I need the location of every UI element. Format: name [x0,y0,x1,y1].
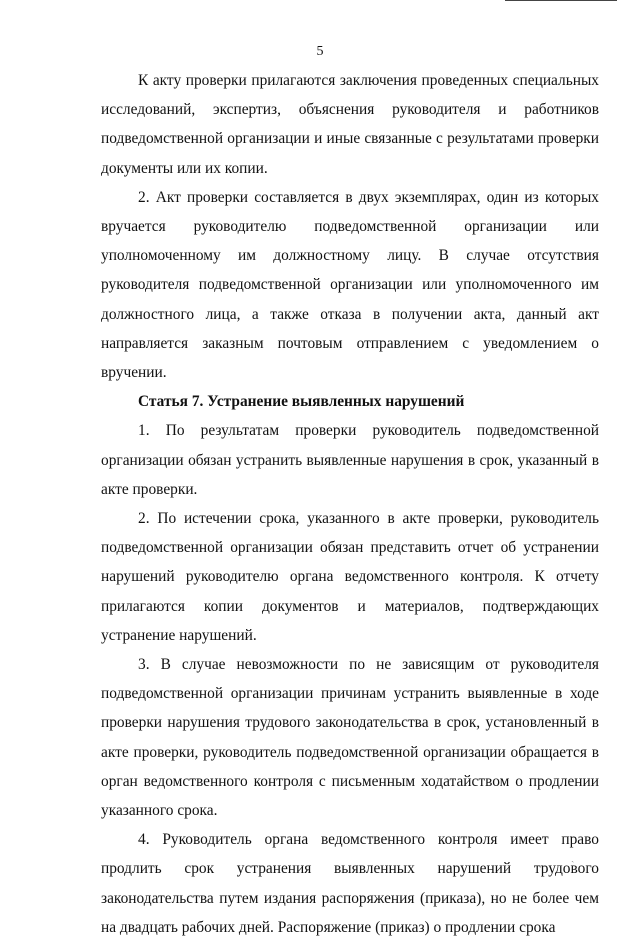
paragraph-act-copies: 2. Акт проверки составляется в двух экземплярах, один из которых вручается руководителю подведомственной организации или уполномоченному им должностному лицу. В случае отсутствия руководителя подведомственной организации или уполномоченного им должностного лица, а также отказа в получении акта, данный акт направляется заказным почтовым отправлением с уведомлением о вручении. [101,188,599,382]
page-number: 5 [316,44,324,59]
top-rule-line [505,0,617,1]
document-body [101,66,599,942]
paragraph-attachments: К акту проверки прилагаются заключения проведенных специальных исследований, экспертиз, объяснения руководителя и работников подведомственной организации и иные связанные с результатами проверки документы или их копии. [101,72,599,177]
paragraph-item-2: 2. По истечении срока, указанного в акте проверки, руководитель подведомственной организации обязан представить отчет об устранении нарушений руководителю органа ведомственного контроля. К отчету прилагаются копии документов и материалов, подтверждающих устранение нарушений. [101,510,599,644]
paragraph-item-4: 4. Руководитель органа ведомственного контроля имеет право продлить срок устранения выявленных нарушений трудового законодательства путем издания распоряжения (приказа), но не более чем на двадцать рабочих дней. Распоряжение (приказ) о продлении срока [101,831,599,936]
article-heading: Статья 7. Устранение выявленных нарушений [138,393,465,411]
paragraph-item-1: 1. По результатам проверки руководитель подведомственной организации обязан устранить выявленные нарушения в срок, указанный в акте проверки. [101,422,599,498]
scan-speck: ˎ [571,852,575,863]
paragraph-item-3: 3. В случае невозможности по не зависящим от руководителя подведомственной организации причинам устранить выявленные в ходе проверки нарушения трудового законодательства в срок, установленный в акте проверки, руководитель подведомственной организации обращается в орган ведомственного контроля с письменным ходатайством о продлении указанного срока. [101,656,599,820]
